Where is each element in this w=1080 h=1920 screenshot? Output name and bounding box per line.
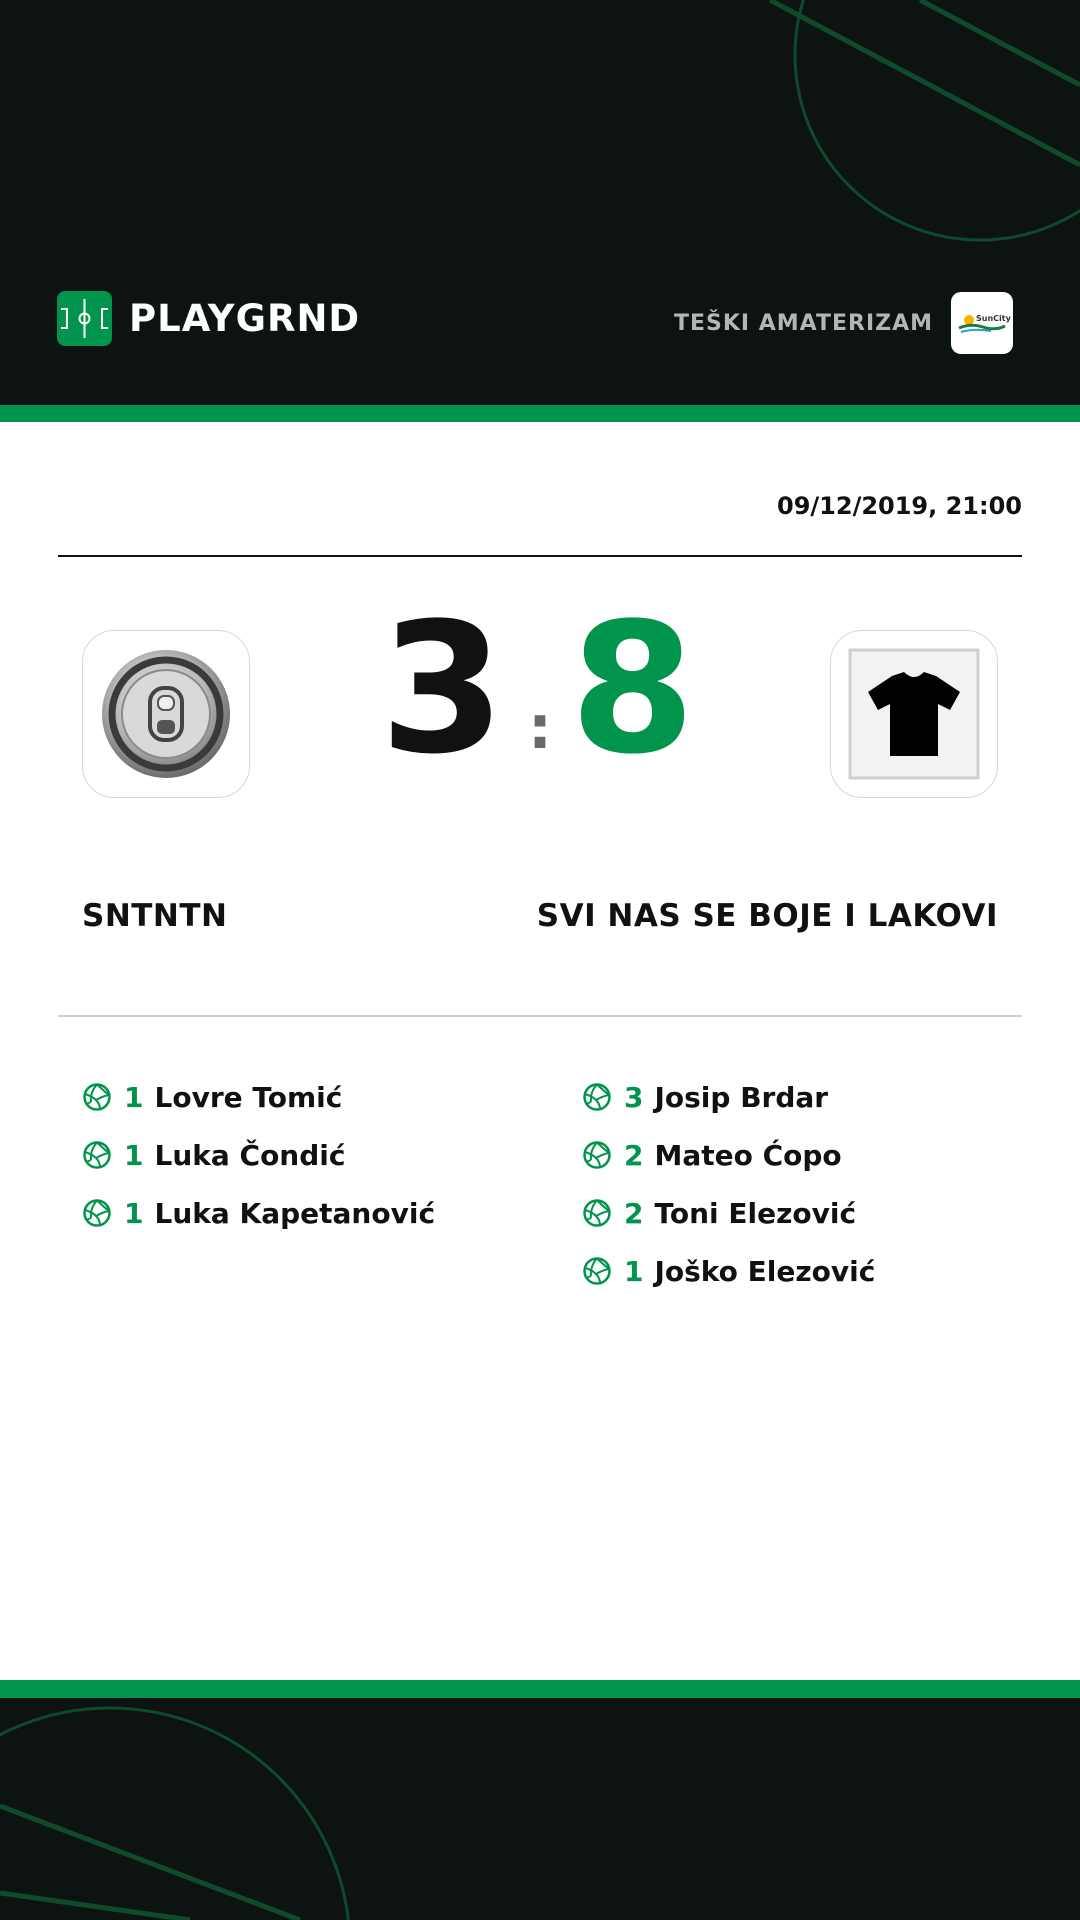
score-separator: :	[528, 693, 552, 763]
away-score: 8	[570, 585, 696, 794]
goal-count: 1	[124, 1080, 144, 1114]
football-icon	[82, 1082, 112, 1112]
league-badge	[951, 292, 1013, 354]
brand-name: PLAYGRND	[129, 297, 361, 340]
home-scorers-list	[82, 1068, 435, 1242]
football-icon	[582, 1198, 612, 1228]
scoreboard	[0, 585, 1080, 794]
player-name[interactable]: Toni Elezović	[654, 1196, 857, 1230]
league-info[interactable]	[674, 292, 1013, 354]
scorer-row	[582, 1068, 875, 1126]
player-name[interactable]: Luka Čondić	[154, 1138, 346, 1172]
pitch-lines-decoration	[0, 1698, 1080, 1920]
football-icon	[582, 1140, 612, 1170]
football-icon	[582, 1082, 612, 1112]
divider	[58, 1015, 1022, 1017]
player-name[interactable]: Lovre Tomić	[154, 1080, 343, 1114]
player-name[interactable]: Luka Kapetanović	[154, 1196, 436, 1230]
scorer-row	[82, 1126, 435, 1184]
pitch-icon	[57, 291, 112, 346]
goal-count: 2	[624, 1196, 644, 1230]
goal-count: 1	[124, 1138, 144, 1172]
brand-logo[interactable]	[57, 291, 360, 346]
scorer-row	[582, 1242, 875, 1300]
goal-count: 2	[624, 1138, 644, 1172]
goal-count: 3	[624, 1080, 644, 1114]
football-icon	[582, 1256, 612, 1286]
scorer-row	[82, 1068, 435, 1126]
away-scorers-list	[582, 1068, 875, 1300]
scorer-row	[582, 1126, 875, 1184]
player-name[interactable]: Josip Brdar	[654, 1080, 829, 1114]
scorer-row	[82, 1184, 435, 1242]
suncity-logo-icon	[957, 308, 1011, 338]
goal-count: 1	[124, 1196, 144, 1230]
player-name[interactable]: Mateo Ćopo	[654, 1138, 842, 1172]
match-datetime: 09/12/2019, 21:00	[777, 492, 1022, 520]
home-team-name[interactable]: SNTNTN	[82, 898, 228, 934]
header-banner	[0, 0, 1080, 405]
footer-accent-stripe	[0, 1680, 1080, 1698]
player-name[interactable]: Joško Elezović	[654, 1254, 876, 1288]
home-score: 3	[379, 585, 505, 794]
footer-banner	[0, 1698, 1080, 1920]
football-icon	[82, 1198, 112, 1228]
goal-count: 1	[624, 1254, 644, 1288]
scorer-row	[582, 1184, 875, 1242]
football-icon	[82, 1140, 112, 1170]
svg-text:SunCity: SunCity	[976, 314, 1011, 323]
divider	[58, 555, 1022, 557]
header-accent-stripe	[0, 405, 1080, 422]
away-team-name[interactable]: SVI NAS SE BOJE I LAKOVI	[536, 898, 998, 934]
league-name: TEŠKI AMATERIZAM	[673, 310, 933, 336]
